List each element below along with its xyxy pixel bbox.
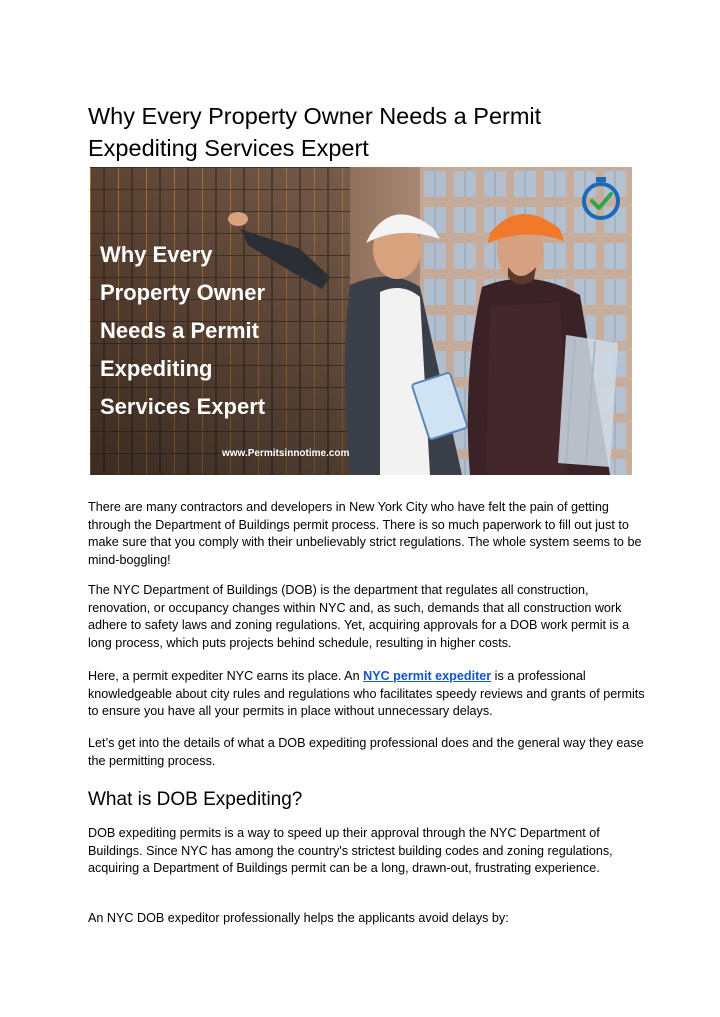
paragraph-expediter-rest: is a professional knowledgeable about city rules and regulations who facilitates speedy reviews and grants of permits to ensure you have all your permits in place without unnecessary delays. <box>88 669 645 718</box>
nyc-permit-expediter-link[interactable]: NYC permit expediter <box>363 669 492 683</box>
hero-overlay-line-1: Why Every <box>100 242 213 267</box>
section-heading-dob-expediting: What is DOB Expediting? <box>88 789 303 810</box>
paragraph-dob: The NYC Department of Buildings (DOB) is the department that regulates all construction, renovation, or occupancy changes within NYC and, as such, demands that all construction work adhere to safety laws and zoning regulations. Yet, acquiring approvals for a DOB work permit is a long process, which puts projects behind schedule, resulting in higher costs. <box>88 583 630 650</box>
hero-website-url: www.Permitsinnotime.com <box>222 448 350 459</box>
paragraph-expediter <box>88 668 648 721</box>
hero-image <box>90 167 632 475</box>
hero-overlay-line-4: Expediting <box>100 356 213 381</box>
hero-overlay-line-5: Services Expert <box>100 394 266 419</box>
paragraph-intro: There are many contractors and developers in New York City who have felt the pain of getting through the Department of Buildings permit process. There is so much paperwork to fill out just to make sure that you comply with their unbelievably strict regulations. The whole system seems to be mind-boggling! <box>88 500 642 567</box>
paragraph-details: Let’s get into the details of what a DOB expediting professional does and the general way they ease the permitting process. <box>88 736 644 768</box>
paragraph-expediter-lead: Here, a permit expediter NYC earns its place. An <box>88 669 364 683</box>
hero-overlay-line-3: Needs a Permit <box>100 318 259 343</box>
article-title: Why Every Property Owner Needs a Permit Expediting Services Expert <box>88 103 542 161</box>
paragraph-helps: An NYC DOB expeditor professionally helps the applicants avoid delays by: <box>88 911 509 925</box>
hero-overlay-line-2: Property Owner <box>100 280 266 305</box>
paragraph-dob-expediting: DOB expediting permits is a way to speed up their approval through the NYC Department of Buildings. Since NYC has among the country's strictest building codes and zoning regulations, acquiring a Department of Buildings permit can be a long, drawn-out, frustrating experience. <box>88 826 613 875</box>
